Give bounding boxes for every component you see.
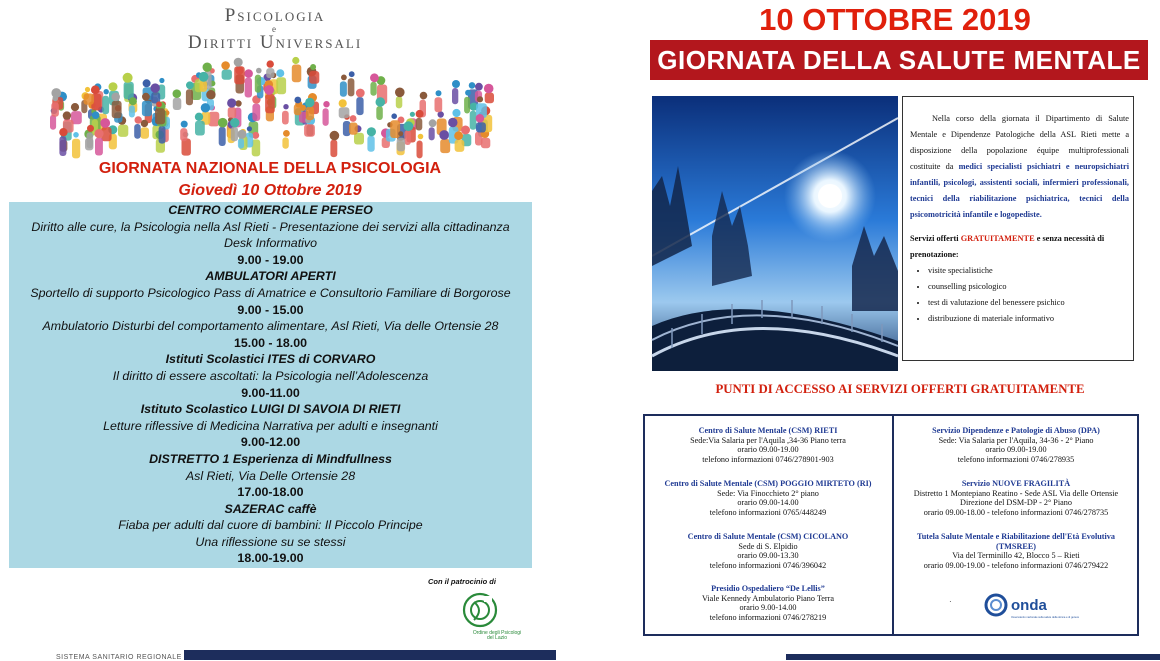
crowd-figure [464,90,471,114]
crowd-figure [429,119,437,140]
crowd-figure [264,85,275,113]
crowd-figure [173,89,182,110]
onda-tagline: Osservatorio nazionale sulla salute della donna e di genere [1011,616,1080,619]
service-de-lellis [645,584,891,622]
program-desc: Asl Rieti, Via Delle Ortensie 28 [185,468,356,483]
crowd-figure [266,60,274,78]
service-name: Servizio Dipendenze e Patologie di Abuso (DPA) [932,426,1100,435]
service-name-tail: (RI) [856,479,872,488]
crowd-figure [123,73,134,100]
service-line: orario 9.00-14.00 [739,603,797,612]
logo-line3: Diritti Universali [187,32,363,53]
program-desc: Una riflessione su se stessi [195,534,346,549]
separator-dot: · [949,597,952,606]
service-line: orario 09.00-18.00 - telefono informazioni 0746/278735 [923,507,1109,517]
crowd-figure [180,121,188,142]
program-desc: Fiaba per adulti dal cuore di bambini: Il Piccolo Principe [118,518,423,533]
info-box [902,96,1134,361]
service-name: Tutela Salute Mentale e Riabilitazione dell'Età Evolutiva [916,532,1115,541]
crowd-figure [292,57,302,82]
crowd-figure [417,134,424,159]
service-line: Distretto 1 Montepiano Reatino - Sede ASL Via delle Ortensie [913,488,1119,498]
bridge-sky-photo [652,96,898,371]
service-line: telefono informazioni 0765/448249 [709,507,827,517]
service-csm-poggio [645,479,891,517]
service-name: Servizio NUOVE FRAGILITÀ [961,479,1071,488]
crowd-figure [323,101,330,126]
service-csm-cicolano [645,532,891,570]
program-time: 9.00-12.00 [240,435,301,450]
crowd-figure [59,128,67,156]
crowd-figure [349,115,358,135]
crowd-figure [484,84,494,104]
crowd-figure [255,68,262,93]
crowd-figure [416,110,424,131]
service-line: orario 09.00-14.00 [737,498,799,507]
program-box [9,202,532,568]
crowd-figure [151,83,161,103]
service-line: Sede di S. Elpidio [738,541,798,551]
crowd-figure [367,127,376,152]
program-desc: Sportello di supporto Psicologico Pass di Amatrice e Consultorio Familiare di Borgorose [30,285,511,300]
event-date: Giovedì 10 Ottobre 2019 [178,182,362,199]
program-time: 15.00 - 18.00 [233,335,308,350]
onda-name: onda [1011,597,1047,614]
service-line: telefono informazioni 0746/278219 [709,612,827,622]
info-intro: Nella corso della giornata il Dipartimento di Salute Mentale e Dipendenze Patologiche della ASL Rieti mette a disposizione della popolazione équipe multiprofessionali costituite da [910,114,1129,171]
crowd-figure [356,89,365,116]
crowd-figure [230,118,239,141]
service-line: orario 09.00-19.00 [985,445,1047,454]
services-suffix: e senza necessità di prenotazione: [910,234,1105,259]
service-tmsree [895,532,1137,570]
service-line: orario 09.00-19.00 - telefono informazioni 0746/279422 [923,560,1109,570]
crowd-figure [294,97,302,116]
services-divider [892,414,894,636]
logo-title [100,6,450,52]
left-footer-bar [184,650,556,660]
program-desc: Diritto alle cure, la Psicologia nella Asl Rieti - Presentazione dei servizi alla cittadinanza [31,219,510,234]
ssr-label: SISTEMA SANITARIO REGIONALE [56,654,182,661]
program-head: SAZERAC caffè [224,501,317,516]
service-name: Centro di Salute Mentale (CSM) CICOLANO [687,532,849,541]
crowd-figure [330,131,340,157]
logo-line2: e [272,24,278,34]
crowd-figure [339,99,350,118]
service-nuove-fragilita [895,479,1137,517]
list-item: • visite specialistiche [928,263,1129,279]
program-time: 9.00-11.00 [241,385,300,400]
crowd-figure [221,61,232,80]
crowd-figure [94,129,103,156]
ordine-psicologi-logo [460,592,506,632]
program-head: Istituti Scolastici ITES di CORVARO [165,352,376,367]
service-name: Presidio Ospedaliero “De Lellis” [711,584,825,593]
services-free: GRATUITAMENTE [960,234,1035,243]
service-name-2: (TMSREE) [995,541,1037,551]
service-name: Centro di Salute Mentale (CSM) RIETI [698,426,838,435]
program-time: 18.00-19.00 [237,551,304,566]
crowd-figure [87,125,95,148]
crowd-figure [348,71,355,96]
logo-line1: Psicologia [224,5,326,26]
service-line: orario 09.00-19.00 [737,445,799,454]
crowd-figure [227,98,236,118]
crowd-figure [186,81,194,105]
crowd-figure [111,93,121,119]
crowd-figure [305,98,314,120]
crowd-figure [234,58,245,84]
salute-mentale-banner: GIORNATA DELLA SALUTE MENTALE [650,40,1148,80]
list-item: • distribuzione di materiale informativo [928,311,1129,327]
service-line: Sede: Via Salaria per l'Aquila, 34-36 - 2° Piano [938,435,1094,445]
crowd-figure [340,75,347,97]
crowd-figure [282,104,289,125]
crowd-figure [218,118,228,146]
program-head: Istituto Scolastico LUIGI DI SAVOIA DI RIETI [140,402,401,417]
program-head: DISTRETTO 1 Esperienza di Mindfullness [149,451,392,466]
people-crowd-illustration [44,52,504,156]
program-head: AMBULATORI APERTI [205,269,336,284]
crowd-figure [140,120,149,139]
services-prefix: Servizi offerti [910,234,959,243]
right-footer-bar [786,654,1160,660]
access-title: PUNTI DI ACCESSO AI SERVIZI OFFERTI GRATUITAMENTE [715,382,1085,396]
program-desc: Ambulatorio Disturbi del comportamento alimentare, Asl Rieti, Via delle Ortensie 28 [42,319,499,334]
crowd-figure [452,80,460,104]
service-name: Centro di Salute Mentale (CSM) POGGIO MIRTETO [664,479,855,488]
crowd-figure [439,130,450,153]
crowd-figure [395,88,405,109]
crowd-figure [51,96,59,117]
crowd-figure [376,97,386,120]
crowd-figure [244,69,253,97]
onda-logo [983,593,1080,623]
info-professionals: medici specialisti psichiatri e neuropsichiatri infantili, psicologi, assistenti sociali, infermieri professionali, tecnici della riabilitazione psichiatrica, tecnici della psicomotricità infantile e logopediste. [910,162,1129,219]
event-title: GIORNATA NAZIONALE DELLA PSICOLOGIA [98,160,442,177]
services-list [910,263,1129,327]
service-line: Sede:Via Salaria per l'Aquila ,34-36 Piano terra [690,435,846,445]
program-time: 17.00-18.00 [237,485,304,500]
crowd-figure [309,64,319,84]
program-desc: Desk Informativo [224,236,317,251]
program-desc: Letture riflessive di Medicina Narrativa per adulti e insegnanti [103,418,438,433]
service-line: telefono informazioni 0746/278935 [957,454,1075,464]
service-line: orario 09.00-13.30 [737,551,799,560]
crowd-figure [72,132,80,158]
patrocinio-label: Con il patrocinio di [428,577,496,586]
service-line: telefono informazioni 0746/396042 [709,560,827,570]
service-line: Direzione del DSM-DP - 2° Piano [960,498,1072,507]
list-item: • test di valutazione del benessere psichico [928,295,1129,311]
service-line: Viale Kennedy Ambulatorio Piano Terra [701,593,835,603]
service-line: Via del Terminillo 42, Blocco 5 – Rieti [952,551,1080,560]
service-line: Sede: Via Finocchieto 2° piano [717,488,819,498]
crowd-figure [276,69,286,94]
program-desc: Il diritto di essere ascoltati: la Psicologia nell’Adolescenza [112,368,429,383]
crowd-figure [454,131,464,152]
program-time: 9.00 - 19.00 [237,252,304,267]
ordine-logo-text: Ordine degli Psicologi del Lazio [472,630,522,641]
crowd-figure [252,95,260,121]
crowd-figure [435,90,443,112]
crowd-figure [100,118,111,141]
list-item: • counselling psicologico [928,279,1129,295]
service-csm-rieti [645,426,891,464]
service-line: telefono informazioni 0746/278901-903 [702,454,834,464]
crowd-figure [102,89,109,114]
crowd-figure [282,130,289,149]
program-head: CENTRO COMMERCIALE PERSEO [168,203,373,217]
program-time: 9.00 - 15.00 [237,302,304,317]
big-date: 10 OTTOBRE 2019 [759,2,1031,37]
service-dpa [895,426,1137,464]
